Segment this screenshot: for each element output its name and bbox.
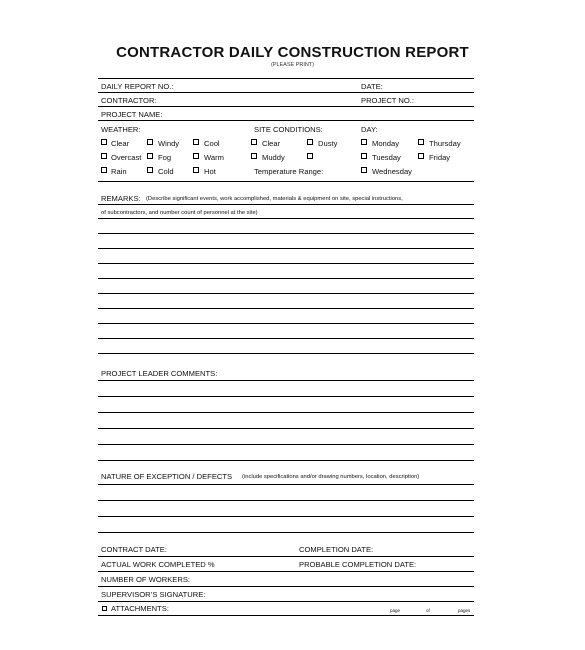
number-of-workers-label: NUMBER OF WORKERS: xyxy=(101,575,191,584)
remarks-line[interactable] xyxy=(98,323,474,324)
site-muddy-label: Muddy xyxy=(262,153,285,162)
remarks-line[interactable] xyxy=(98,263,474,264)
weather-overcast-checkbox[interactable] xyxy=(101,153,107,159)
divider xyxy=(98,78,474,79)
remarks-note-line2: of subcontractors, and number count of personnel at the site) xyxy=(101,210,258,216)
page-label: page xyxy=(390,608,401,613)
site-clear-checkbox[interactable] xyxy=(251,139,257,145)
leader-comments-label: PROJECT LEADER COMMENTS: xyxy=(101,369,218,378)
exceptions-line[interactable] xyxy=(98,500,474,501)
project-name-label: PROJECT NAME: xyxy=(101,110,163,119)
remarks-line[interactable] xyxy=(98,218,474,219)
day-label: DAY: xyxy=(361,125,378,134)
remarks-line[interactable] xyxy=(98,353,474,354)
site-blank-checkbox[interactable] xyxy=(307,153,313,159)
remarks-line[interactable] xyxy=(98,248,474,249)
exceptions-note: (include specifications and/or drawing numbers, location, description) xyxy=(242,474,420,480)
site-conditions-label: SITE CONDITIONS: xyxy=(254,125,323,134)
contract-date-field[interactable] xyxy=(98,556,474,557)
day-tuesday-checkbox[interactable] xyxy=(361,153,367,159)
day-thursday-checkbox[interactable] xyxy=(418,139,424,145)
divider xyxy=(98,181,474,182)
leader-comments-line[interactable] xyxy=(98,460,474,461)
weather-hot-checkbox[interactable] xyxy=(193,167,199,173)
weather-warm-checkbox[interactable] xyxy=(193,153,199,159)
day-wednesday-label: Wednesday xyxy=(372,167,412,176)
exceptions-line[interactable] xyxy=(98,516,474,517)
completion-date-label: COMPLETION DATE: xyxy=(299,545,374,554)
weather-warm-label: Warm xyxy=(204,153,224,162)
pages-label: pages xyxy=(458,608,471,613)
weather-overcast-label: Overcast xyxy=(111,153,142,162)
remarks-line[interactable] xyxy=(98,293,474,294)
day-thursday-label: Thursday xyxy=(429,139,461,148)
of-label: of xyxy=(426,608,430,613)
project-no-label: PROJECT NO.: xyxy=(361,96,415,105)
day-tuesday-label: Tuesday xyxy=(372,153,401,162)
weather-fog-checkbox[interactable] xyxy=(147,153,153,159)
leader-comments-line[interactable] xyxy=(98,380,474,381)
weather-label: WEATHER: xyxy=(101,125,141,134)
day-friday-label: Friday xyxy=(429,153,451,162)
exceptions-line[interactable] xyxy=(98,484,474,485)
remarks-line[interactable] xyxy=(98,278,474,279)
supervisor-signature-field[interactable] xyxy=(98,601,474,602)
probable-completion-label: PROBABLE COMPLETION DATE: xyxy=(299,560,417,569)
attachments-label: ATTACHMENTS: xyxy=(111,604,169,613)
weather-rain-label: Rain xyxy=(111,167,127,176)
weather-cold-checkbox[interactable] xyxy=(147,167,153,173)
leader-comments-line[interactable] xyxy=(98,444,474,445)
actual-work-label: ACTUAL WORK COMPLETED % xyxy=(101,560,215,569)
weather-rain-checkbox[interactable] xyxy=(101,167,107,173)
number-of-workers-field[interactable] xyxy=(98,586,474,587)
remarks-label: REMARKS: xyxy=(101,194,141,203)
date-label: DATE: xyxy=(361,82,383,91)
day-monday-checkbox[interactable] xyxy=(361,139,367,145)
project-name-field[interactable] xyxy=(98,120,474,121)
contract-date-label: CONTRACT DATE: xyxy=(101,545,167,554)
report-subtitle: (PLEASE PRINT) xyxy=(270,62,315,68)
weather-clear-checkbox[interactable] xyxy=(101,139,107,145)
site-clear-label: Clear xyxy=(262,139,281,148)
remarks-line[interactable] xyxy=(98,338,474,339)
attachments-checkbox[interactable] xyxy=(102,606,107,611)
report-title: CONTRACTOR DAILY CONSTRUCTION REPORT xyxy=(116,44,469,61)
day-monday-label: Monday xyxy=(372,139,400,148)
supervisor-signature-label: SUPERVISOR’S SIGNATURE: xyxy=(101,590,206,599)
weather-windy-checkbox[interactable] xyxy=(147,139,153,145)
attachments-field[interactable] xyxy=(98,615,474,616)
remarks-line[interactable] xyxy=(98,308,474,309)
exceptions-label: NATURE OF EXCEPTION / DEFECTS xyxy=(101,472,233,481)
site-dusty-label: Dusty xyxy=(318,139,338,148)
day-friday-checkbox[interactable] xyxy=(418,153,424,159)
site-muddy-checkbox[interactable] xyxy=(251,153,257,159)
weather-clear-label: Clear xyxy=(111,139,130,148)
day-wednesday-checkbox[interactable] xyxy=(361,167,367,173)
daily-report-no-field[interactable] xyxy=(98,92,474,93)
remarks-note-line1: (Describe significant events, work accomplished, materials & equipment on site, special instructions, xyxy=(146,196,403,202)
actual-work-field[interactable] xyxy=(98,571,474,572)
site-dusty-checkbox[interactable] xyxy=(307,139,313,145)
weather-cool-label: Cool xyxy=(204,139,220,148)
weather-cool-checkbox[interactable] xyxy=(193,139,199,145)
leader-comments-line[interactable] xyxy=(98,428,474,429)
exceptions-line[interactable] xyxy=(98,532,474,533)
contractor-field[interactable] xyxy=(98,106,474,107)
leader-comments-line[interactable] xyxy=(98,396,474,397)
leader-comments-line[interactable] xyxy=(98,412,474,413)
temperature-range-label: Temperature Range: xyxy=(254,167,324,176)
weather-fog-label: Fog xyxy=(158,153,172,162)
remarks-line[interactable] xyxy=(98,233,474,234)
contractor-label: CONTRACTOR: xyxy=(101,96,157,105)
daily-report-no-label: DAILY REPORT NO.: xyxy=(101,82,174,91)
weather-windy-label: Windy xyxy=(158,139,180,148)
weather-hot-label: Hot xyxy=(204,167,216,176)
weather-cold-label: Cold xyxy=(158,167,174,176)
remarks-line[interactable] xyxy=(98,204,474,205)
